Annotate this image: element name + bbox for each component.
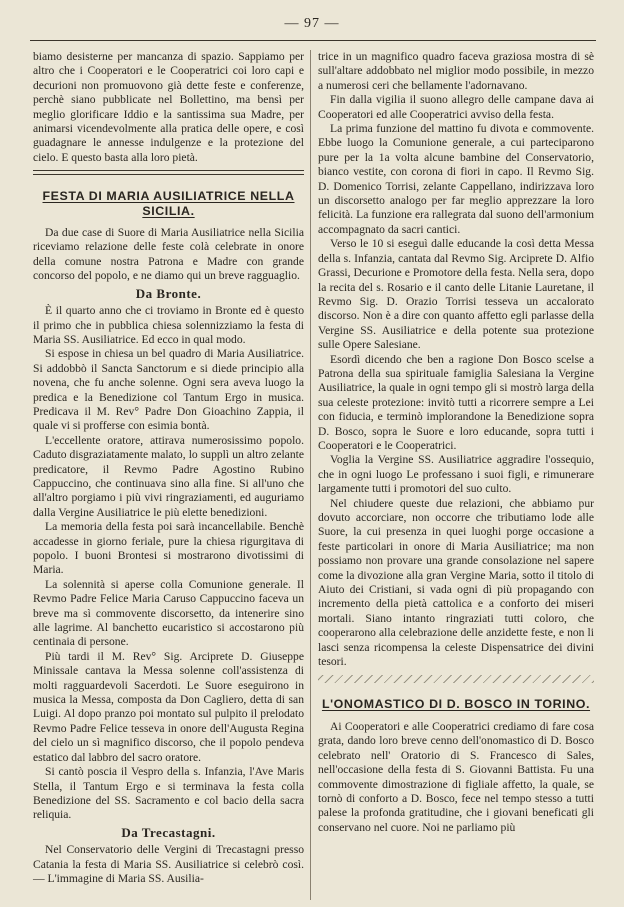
page-number: — 97 —: [284, 16, 340, 31]
section-title-sicilia: FESTA DI MARIA AUSILIATRICE NELLA SICILIA.: [42, 189, 295, 218]
subhead-trecastagni: Da Trecastagni.: [121, 824, 216, 840]
right-column: [318, 50, 594, 835]
trecastagni-paragraph: Esordì dicendo che ben a ragione Don Bosco scelse a Patrona della sua spirituale famiglia Salesiana la Vergine Ausiliatrice, la quale in ogni tempo gli si mostrò larga della sua celeste protezione: invitò tutti a ricorrere sempre a Lei con fiducia, e terminò implorandone la Benedizione sopra D. Bosco, sopra le Suore e loro educande, sopra tutti i Cooperatori e le Cooperatrici.: [318, 352, 594, 452]
section-intro-paragraph: Da due case di Suore di Maria Ausiliatrice nella Sicilia riceviamo relazione delle feste colà celebrate in onore della comune nostra Patrona e Madre con grande concorso del popolo, e ne diamo qui un breve ragguaglio.: [33, 226, 304, 283]
bronte-paragraph: Si espose in chiesa un bel quadro di Maria Ausiliatrice. Si addobbò il Sancta Sanctorum e si diede principio alla novena, che fu anche solenne. Ogni sera aveva luogo la predica e la Benedizione col Tantum Ergo in musica. Predicava il M. Rev° Padre Don Gioachino Zappia, il quale vi si profferse con esimia bontà.: [33, 347, 304, 433]
column-divider: [310, 50, 311, 900]
onomastico-paragraph: Ai Cooperatori e alle Cooperatrici crediamo di fare cosa grata, dando loro breve cenno dell'onomastico di D. Bosco celebrato nell' Oratorio di S. Francesco di Sales, nell'occasione della festa di S. Giovanni Battista. Fu una commovente dimostrazione di figliale affetto, la quale, se tornò di conforto a D. Bosco, fece nel tempo stesso a tutti palese la profonda gratitudine, che i giovani beneficati gli conservano nel cuore. Noi ne parliamo più: [318, 719, 594, 834]
trecastagni-paragraph: Nel Conservatorio delle Vergini di Trecastagni presso Catania la festa di Maria SS. Ausiliatrice si celebrò così. — L'immagine di Maria SS. Ausilia-: [33, 843, 304, 885]
bronte-paragraph: La solennità si aperse colla Comunione generale. Il Revmo Padre Felice Maria Caruso Cappuccino faceva un breve ma sì commovente discorsetto, da intenerire sino alle lagrime. Al banchetto eucaristico si accostarono più centinaia di persone.: [33, 577, 304, 649]
closing-paragraph: Nel chiudere queste due relazioni, che abbiamo pur dovuto accorciare, non occorre che tributiamo lode alle Suore, la cui presenza in quei luoghi porge occasione a feste particolari in onore di Maria Ausiliatrice; ma non possiamo non provare una grande consolazione nel sapere come la divozione alla gran Vergine Maria, sotto il titolo di Aiuto dei Cristiani, si vada ogni dì più propagando con incremento della pietà cattolica e a conforto dei miseri mortali. Siano intanto ringraziati tutti coloro, che cooperarono alla celebrazione delle anzidette feste, e non li lasci senza ricompensa la celeste Dispensatrice dei divini tesori.: [318, 496, 594, 669]
bronte-paragraph: La memoria della festa poi sarà incancellabile. Benchè accadesse in giorno feriale, pure la chiesa rigurgitava di popolo. I buoni Brontesi si mostrarono divotissimi di Maria.: [33, 520, 304, 577]
section-title-onomastico: L'ONOMASTICO DI D. BOSCO IN TORINO.: [321, 697, 591, 712]
subhead-bronte: Da Bronte.: [135, 285, 202, 301]
trecastagni-paragraph: Fin dalla vigilia il suono allegro delle campane dava ai Cooperatori ed alle Cooperatrici avviso della festa.: [318, 93, 594, 121]
bronte-paragraph: Si cantò poscia il Vespro della s. Infanzia, l'Ave Maris Stella, il Tantum Ergo e si terminava la festa colla Benedizione del SS. Sacramento e col bacio della sacra reliquia.: [33, 765, 304, 822]
header-rule: [30, 40, 596, 41]
intro-paragraph: biamo desisterne per mancanza di spazio. Sappiamo per altro che i Cooperatori e le Cooperatrici coi loro capi e decurioni non promuovono già dette feste e conferenze, perchè siano pubblicate nel Bollettino, ma bensì per meglio glorificare Iddio e la santissima sua Madre, per animarsi vicendevolmente alla pratica delle opere, e così guadagnare le annesse indulgenze e la protezione del cielo. E questo basta alla loro pietà.: [33, 50, 304, 164]
trecastagni-paragraph: Verso le 10 si eseguì dalle educande la così detta Messa della s. Infanzia, cantata dal Revmo Sig. Arciprete D. Alfio Grassi, Decurione e Promotore della festa. Nella sera, dopo la recita del s. Rosario e il canto delle Litanie Lauretane, il Revmo Sig. D. Orazio Torrisi tesseva un accalorato discorso. Non è a dire con quanto affetto egli parlasse della Vergine SS. Ausiliatrice e della potente sua protezione sulle Opere Salesiane.: [318, 237, 594, 352]
section-divider: [33, 170, 304, 175]
bronte-paragraph: L'eccellente oratore, attirava numerosissimo popolo. Caduto disgraziatamente malato, lo supplì un altro zelante predicatore, il Revmo Padre Agostino Rubino Cappuccino, che continuava sino alla fine. Si all'uno che all'altro porgiamo i più vivi ringraziamenti, ed auguriamo dalla Vergine Ausiliatrice le più elette benedizioni.: [33, 433, 304, 519]
trecastagni-paragraph: La prima funzione del mattino fu divota e commovente. Ebbe luogo la Comunione generale, a cui parteciparono pure per la 1a volta alcune bambine del Conservatorio, bianco vestite, con corona di fiori in capo. Il Revmo Sig. D. Domenico Torrisi, zelante Cappellano, indirizzava loro un discorsetto analogo per far meglio apprezzare la loro felicità. La funzione era rallegrata dal suono dell'armonium accompagnato da sacri cantici.: [318, 122, 594, 236]
bronte-paragraph: Più tardi il M. Rev° Sig. Arciprete D. Giuseppe Minissale cantava la Messa solenne coll'assistenza di molti ragguardevoli Sacerdoti. Le Suore eseguirono in musica la Messa, composta da Don Cagliero, detta di san Luigi. Al dopo pranzo poi montato sul pulpito il prelodato Revmo Padre Felice tesseva in onore dell'Augusta Regina del cielo un sì magnifico discorso, che il popolo pendeva estatico dal labbro del sacro oratore.: [33, 649, 304, 764]
left-column: [33, 50, 304, 886]
continued-paragraph: trice in un magnifico quadro faceva graziosa mostra di sè sull'altare addobbato nel miglior modo possibile, in mezzo a numerosi ceri che bellamente l'adornavano.: [318, 50, 594, 92]
trecastagni-paragraph: Voglia la Vergine SS. Ausiliatrice aggradire l'ossequio, che in ogni luogo Le professano i suoi figli, e rimunerare largamente tutti i promotori del suo culto.: [318, 453, 594, 496]
ornamental-divider: [318, 675, 594, 683]
bronte-paragraph: È il quarto anno che ci troviamo in Bronte ed è questo il primo che in pubblica chiesa solennizziamo la festa di Maria SS. Ausiliatrice. Ed ecco in qual modo.: [33, 304, 304, 346]
